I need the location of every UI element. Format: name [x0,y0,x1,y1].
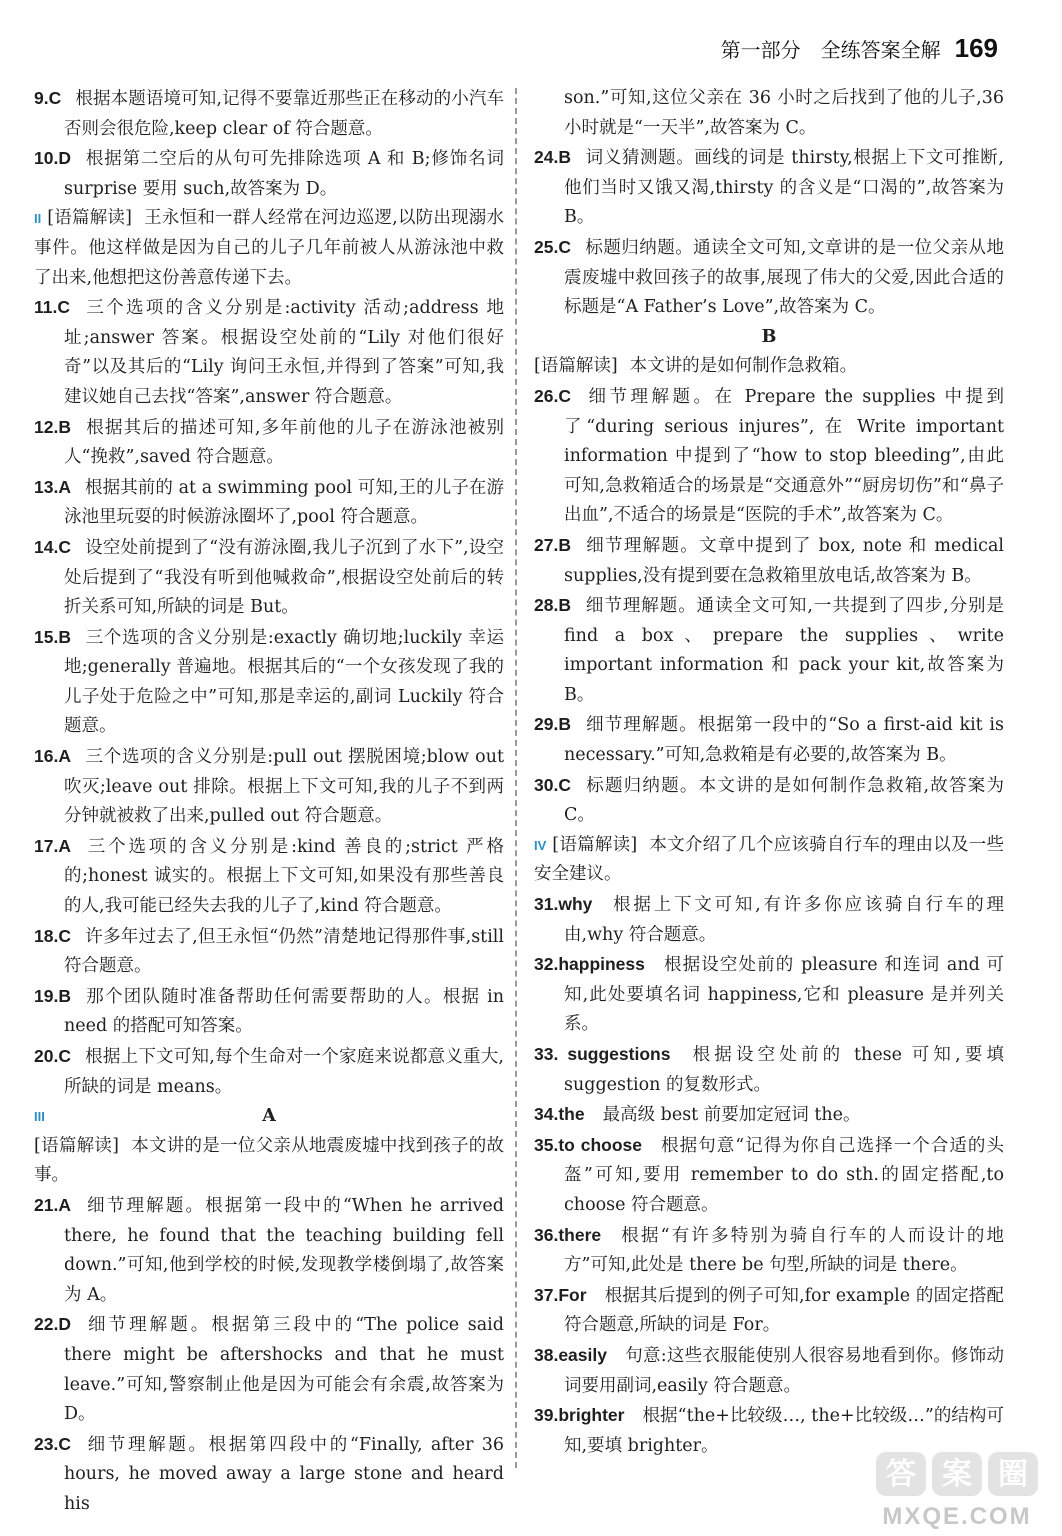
answer-27 [534,531,1004,591]
section-roman-numeral: III [34,1109,45,1125]
passage-text: 本文讲的是一位父亲从地震废墟中找到孩子的故事。 [34,1135,505,1186]
answer-number: 24.B [534,147,571,168]
answer-text: 词义猜测题。画线的词是 thirsty,根据上下文可推断,他们当时又饿又渴,thirsty 的含义是“口渴的”,故答案为 B。 [564,148,1004,228]
answer-30 [534,771,1004,831]
answer-number: 38.easily [534,1344,607,1365]
answer-text: 标题归纳题。通读全文可知,文章讲的是一位父亲从地震废墟中救回孩子的故事,展现了伟大的父爱,因此合适的标题是“A Father’s Love”,故答案为 C。 [564,237,1004,318]
answer-36 [534,1221,1004,1281]
answer-text: 细节理解题。通读全文可知,一共提到了四步,分别是 find a box、prepare the supplies、write important information 和 pack your kit,故答案为 B。 [564,596,1004,705]
answer-17 [34,832,504,922]
answer-number: 37.For [534,1284,587,1305]
answer-text: 许多年过去了,但王永恒“仍然”清楚地记得那件事,still 符合题意。 [64,926,504,977]
section-heading-b: B [761,326,777,347]
svg-text:MXQE.COM: MXQE.COM [882,1503,1032,1530]
answer-28 [534,591,1004,710]
svg-text:答: 答 [886,1457,916,1492]
answer-text: 根据上下文可知,有许多你应该骑自行车的理由,why 符合题意。 [564,895,1004,945]
right-column [534,84,1004,1461]
section-roman-numeral: IV [534,837,547,853]
passage-text: 本文讲的是如何制作急救箱。 [629,356,858,377]
answer-26 [534,382,1004,531]
column-divider [515,88,517,1468]
answer-23-continued [534,84,1004,143]
answer-text: 根据其后提到的例子可知,for example 的固定搭配符合题意,所缺的词是 For。 [564,1285,1004,1336]
answer-21 [34,1191,504,1310]
answer-text: 细节理解题。根据第一段中的“When he arrived there, he found that the teaching building fell down.”可知,他到学校的时候,发现教学楼倒塌了,故答案为 A。 [64,1195,504,1305]
passage-text: 王永恒和一群人经常在河边巡逻,以防出现溺水事件。他这样做是因为自己的儿子几年前被人从游泳池中救了出来,他想把这份善意传递下去。 [34,208,505,288]
passage-text: 本文介绍了几个应该骑自行车的理由以及一些安全建议。 [534,834,1005,885]
answer-number: 39.brighter [534,1405,625,1426]
answer-text: 根据“the+比较级…, the+比较级…”的结构可知,要填 brighter。 [564,1406,1004,1456]
answer-38 [534,1341,1004,1401]
answer-number: 18.C [34,925,71,946]
answer-text: 细节理解题。根据第四段中的“Finally, after 36 hours, he moved away a large stone and heard his [64,1434,504,1514]
svg-text:案: 案 [942,1457,972,1492]
answer-19 [34,982,504,1042]
answer-number: 11.C [34,297,70,318]
answer-text: son.”可知,这位父亲在 36 小时之后找到了他的儿子,36 小时就是“一天半”,故答案为 C。 [564,88,1004,138]
answer-number: 19.B [34,985,71,1006]
answer-text: 细节理解题。在 Prepare the supplies 中提到了“during serious injures”, 在 Write important information 中提到了“how to stop bleeding”,由此可知,急救箱适合的场景是“交通意外”“厨房切伤”和“鼻子出血”,不适合的场景是“医院的手术”,故答案为 C。 [564,386,1004,526]
answer-text: 句意:这些衣服能使别人很容易地看到你。修饰动词要用副词,easily 符合题意。 [564,1345,1004,1396]
answer-text: 根据第二空后的从句可先排除选项 A 和 B;修饰名词 surprise 要用 such,故答案为 D。 [64,149,504,199]
answer-number: 23.C [34,1433,71,1454]
answer-23 [34,1430,504,1520]
answer-number: 33. suggestions [534,1044,671,1064]
answer-number: 31.why [534,894,593,915]
watermark-logo [872,1446,1042,1530]
answer-12 [34,413,504,473]
answer-32 [534,950,1004,1040]
section-roman-numeral: II [34,211,42,227]
answer-15 [34,623,504,742]
answer-29 [534,710,1004,770]
answer-24 [534,143,1004,233]
answer-33 [534,1040,1004,1100]
answer-35 [534,1131,1004,1221]
answer-number: 36.there [534,1224,602,1245]
svg-text:圈: 圈 [998,1457,1028,1492]
answer-37 [534,1281,1004,1341]
passage-tag: [语篇解读] [552,834,638,855]
answer-number: 14.C [34,536,71,557]
answer-text: 标题归纳题。本文讲的是如何制作急救箱,故答案为 C。 [564,775,1004,826]
answer-text: 设空处前提到了“没有游泳圈,我儿子沉到了水下”,设空处后提到了“我没有听到他喊救命”,根据设空处前后的转折关系可知,所缺的词是 But。 [64,537,504,618]
answer-text: 细节理解题。根据第三段中的“The police said there might be aftershocks and that he must leave.”可知,警察制止他是因为可能会有余震,故答案为 D。 [64,1315,504,1425]
answer-10 [34,144,504,204]
answer-text: 细节理解题。文章中提到了 box, note 和 medical supplies,没有提到要在急救箱里放电话,故答案为 B。 [564,535,1004,586]
passage-tag: [语篇解读] [47,208,132,229]
page-header [721,30,998,66]
answer-text: 三个选项的含义分别是:activity 活动;address 地址;answer 答案。根据设空处前的“Lily 对他们很好奇”以及其后的“Lily 询问王永恒,并得到了答案”可知,我建议她自己去找“答案”,answer 符合题意。 [64,298,504,407]
answer-number: 20.C [34,1046,71,1066]
answer-text: 根据句意“记得为你自己选择一个合适的头盔”可知,要用 remember to do sth.的固定搭配,to choose 符合题意。 [564,1135,1004,1215]
answer-number: 27.B [534,534,571,555]
answer-20 [34,1042,504,1102]
answer-13 [34,473,504,533]
answer-number: 10.D [34,148,71,169]
answer-number: 17.A [34,835,71,856]
answer-text: 根据设空处前的 these 可知,要填 suggestion 的复数形式。 [564,1045,1004,1095]
answer-number: 22.D [34,1314,71,1335]
answer-text: 细节理解题。根据第一段中的“So a first-aid kit is necessary.”可知,急救箱是有必要的,故答案为 B。 [564,715,1004,766]
answer-text: 三个选项的含义分别是:exactly 确切地;luckily 幸运地;generally 普遍地。根据其后的“一个女孩发现了我的儿子处于危险之中”可知,那是幸运的,副词 Luckily 符合题意。 [64,627,504,737]
section-heading-iii-a [34,1102,504,1132]
answer-14 [34,533,504,623]
answer-number: 30.C [534,774,571,795]
answer-text: 根据本题语境可知,记得不要靠近那些正在移动的小汽车否则会很危险,keep clear of 符合题意。 [64,89,504,139]
answer-31 [534,890,1004,950]
answer-34 [534,1100,1004,1131]
answer-number: 12.B [34,416,71,437]
page-number: 169 [954,32,998,63]
passage-tag: [语篇解读] [34,1135,119,1156]
answer-9 [34,84,504,144]
answer-18 [34,922,504,982]
passage-summary-b [534,352,1004,382]
answer-11 [34,293,504,412]
section-title: 第一部分 全练答案全解 [720,37,941,62]
answer-text: 根据其前的 at a swimming pool 可知,王的儿子在游泳池里玩耍的时候游泳圈坏了,pool 符合题意。 [64,477,504,528]
left-column [34,84,504,1520]
passage-summary-ii [34,204,504,293]
section-letter: A [262,1106,276,1127]
answer-16 [34,742,504,832]
answer-number: 26.C [534,385,571,406]
answer-number: 29.B [534,714,571,735]
answer-text: 根据其后的描述可知,多年前他的儿子在游泳池被别人“挽救”,saved 符合题意。 [64,417,504,468]
answer-text: 根据“有许多特别为骑自行车的人而设计的地方”可知,此处是 there be 句型,所缺的词是 there。 [564,1225,1004,1276]
answer-text: 最高级 best 前要加定冠词 the。 [602,1105,861,1126]
answer-text: 三个选项的含义分别是:pull out 摆脱困境;blow out 吹灭;leave out 排除。根据上下文可知,我的儿子不到两分钟就被救了出来,pulled out 符合题意。 [64,747,504,827]
answer-number: 16.A [34,746,71,767]
answer-number: 34.the [534,1104,585,1125]
answer-number: 35.to choose [534,1134,643,1155]
answer-number: 13.A [34,476,71,497]
answer-number: 25.C [534,236,571,257]
answer-22 [34,1310,504,1429]
answer-text: 三个选项的含义分别是:kind 善良的;strict 严格的;honest 诚实的。根据上下文可知,如果没有那些善良的人,我可能已经失去我的儿子了,kind 符合题意。 [64,836,504,917]
answer-text: 根据上下文可知,每个生命对一个家庭来说都意义重大,所缺的词是 means。 [64,1047,504,1097]
answer-number: 28.B [534,595,571,616]
passage-tag: [语篇解读] [534,356,618,377]
answer-25 [534,233,1004,323]
passage-summary-iii-a [34,1132,504,1191]
answer-number: 32.happiness [534,954,645,975]
answer-number: 21.A [34,1194,71,1215]
answer-number: 15.B [34,626,71,647]
answer-text: 那个团队随时准备帮助任何需要帮助的人。根据 in need 的搭配可知答案。 [64,986,504,1037]
answer-number: 9.C [34,88,62,108]
passage-summary-iv [534,831,1004,890]
answer-text: 根据设空处前的 pleasure 和连词 and 可知,此处要填名词 happiness,它和 pleasure 是并列关系。 [564,955,1004,1035]
